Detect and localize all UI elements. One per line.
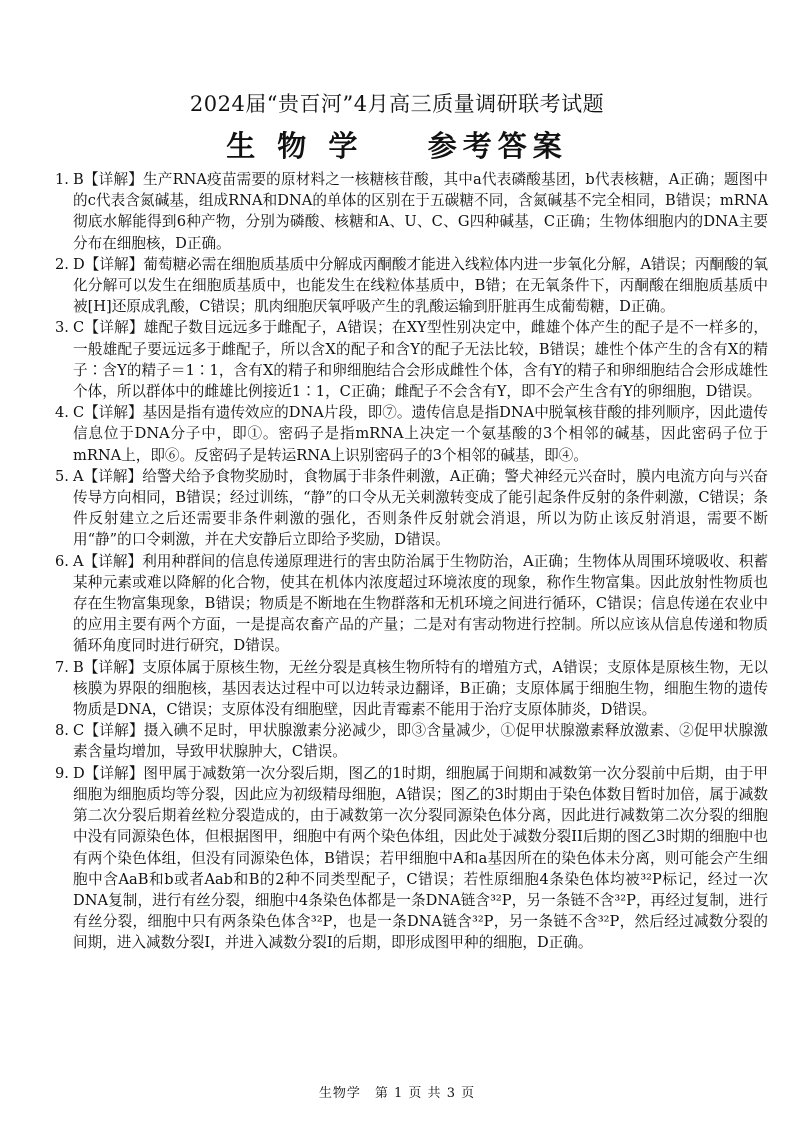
item-number: 6. xyxy=(55,552,69,570)
item-number: 3. xyxy=(55,319,69,337)
answer-item-1 xyxy=(55,169,768,254)
item-text: B【详解】生产RNA疫苗需要的原材料之一核糖核苷酸，其中a代表磷酸基团，b代表核糖，A正确；题图中的c代表含氮碱基，组成RNA和DNA的单体的区别在于五碳糖不同，含氮碱基不完全相同，B错误；mRNA彻底水解能得到6种产物，分别为磷酸、核糖和A、U、C、G四种碱基，C正确；生物体细胞内的DNA主要分布在细胞核，D正确。 xyxy=(73,171,768,252)
item-text: B【详解】支原体属于原核生物，无丝分裂是真核生物所特有的增殖方式，A错误；支原体是原核生物，无以核膜为界限的细胞核，基因表达过程中可以边转录边翻译，B正确；支原体属于细胞生物，细胞生物的遗传物质是DNA，C错误；支原体没有细胞壁，因此青霉素不能用于治疗支原体肺炎，D错误。 xyxy=(73,658,768,719)
item-text: A【详解】利用种群间的信息传递原理进行的害虫防治属于生物防治，A正确；生物体从周围环境吸收、积蓄某种元素或难以降解的化合物，使其在机体内浓度超过环境浓度的现象，称作生物富集。因此放射性物质也存在生物富集现象，B错误；物质是不断地在生物群落和无机环境之间进行循环，C错误；信息传递在农业中的应用主要有两个方面，一是提高农畜产品的产量；二是对有害动物进行控制。所以应该从信息传递和物质循环角度同时进行研究，D错误。 xyxy=(73,552,768,655)
answer-item-9 xyxy=(55,763,768,954)
item-text: D【详解】葡萄糖必需在细胞质基质中分解成丙酮酸才能进入线粒体内进一步氧化分解，A错误；丙酮酸的氧化分解可以发生在细胞质基质中，也能发生在线粒体基质中，B错；在无氧条件下，丙酮酸在细胞质基质中被[H]还原成乳酸，C错误；肌肉细胞厌氧呼吸产生的乳酸运输到肝脏再生成葡萄糖，D正确。 xyxy=(73,255,768,316)
item-number: 9. xyxy=(55,764,69,782)
item-number: 2. xyxy=(55,255,69,273)
item-number: 1. xyxy=(55,171,69,188)
answer-item-3 xyxy=(55,317,768,402)
item-number: 4. xyxy=(55,404,69,422)
answer-item-7 xyxy=(55,657,768,721)
item-number: 5. xyxy=(55,467,69,485)
item-text: D【详解】图甲属于减数第一次分裂后期，图乙的1时期，细胞属于间期和减数第一次分裂前中后期，由于甲细胞为细胞质均等分裂，因此应为初级精母细胞，A错误；图乙的3时期由于染色体数目暂时加倍，属于减数第二次分裂后期着丝粒分裂造成的，由于减数第一次分裂同源染色体分离，因此进行减数第二次分裂的细胞中没有同源染色体，但根据图甲，细胞中有两个染色体组，因此处于减数分裂II后期的图乙3时期的细胞中也有两个染色体组，但没有同源染色体，B错误；若甲细胞中A和a基因所在的染色体未分离，则可能会产生细胞中含AaB和b或者Aab和B的2种不同类型配子，C错误；若性原细胞4条染色体均被³²P标记，经过一次DNA复制，进行有丝分裂，细胞中4条染色体都是一条DNA链含³²P，另一条链不含³²P，再经过复制，进行有丝分裂，细胞中只有两条染色体含³²P，也是一条DNA链含³²P，另一条链不含³²P，然后经过减数分裂的间期，进入减数分裂I，并进入减数分裂I的后期，即形成图甲种的细胞，D正确。 xyxy=(73,764,768,952)
answer-item-4 xyxy=(55,402,768,466)
item-text: A【详解】给警犬给予食物奖励时，食物属于非条件刺激，A正确；警犬神经元兴奋时，膜内电流方向与兴奋传导方向相同，B错误；经过训练，“静”的口令从无关刺激转变成了能引起条件反射的条件刺激，C错误；条件反射建立之后还需要非条件刺激的强化，否则条件反射就会消退，所以为防止该反射消退，需要不断用“静”的口令刺激，并在犬安静后立即给予奖励，D错误。 xyxy=(73,467,768,549)
answer-subtitle: 生 物 学 参考答案 xyxy=(226,129,568,163)
answer-item-6 xyxy=(55,551,768,657)
page-footer: 生物学 第 1 页 共 3 页 xyxy=(318,1086,476,1101)
answer-item-8 xyxy=(55,720,768,762)
item-number: 7. xyxy=(55,658,69,676)
exam-title: 2024届“贵百河”4月高三质量调研联考试题 xyxy=(189,92,605,116)
item-text: C【详解】摄入碘不足时，甲状腺激素分泌减少，即③含量减少，①促甲状腺激素释放激素、②促甲状腺激素含量均增加，导致甲状腺肿大，C错误。 xyxy=(73,722,768,761)
item-text: C【详解】基因是指有遗传效应的DNA片段，即⑦。遗传信息是指DNA中脱氧核苷酸的排列顺序，因此遗传信息位于DNA分子中，即①。密码子是指mRNA上决定一个氨基酸的3个相邻的碱基，因此密码子位于mRNA上，即⑥。反密码子是转运RNA上识别密码子的3个相邻的碱基，即④。 xyxy=(73,404,768,464)
answer-list xyxy=(55,169,768,954)
item-text: C【详解】雄配子数目远远多于雌配子，A错误；在XY型性别决定中，雌雄个体产生的配子是不一样多的，一般雄配子要远远多于雌配子，所以含X的配子和含Y的配子无法比较，B错误；雄性个体产生的含有X的精子∶含Y的精子＝1∶1，含有X的精子和卵细胞结合会形成雌性个体，含有Y的精子和卵细胞结合会形成雄性个体，所以群体中的雌雄比例接近1∶1，C正确；雌配子不会含有Y，即不会产生含有Y的卵细胞，D错误。 xyxy=(73,319,768,401)
item-number: 8. xyxy=(55,722,69,740)
answer-item-2 xyxy=(55,254,768,318)
answer-item-5 xyxy=(55,466,768,551)
